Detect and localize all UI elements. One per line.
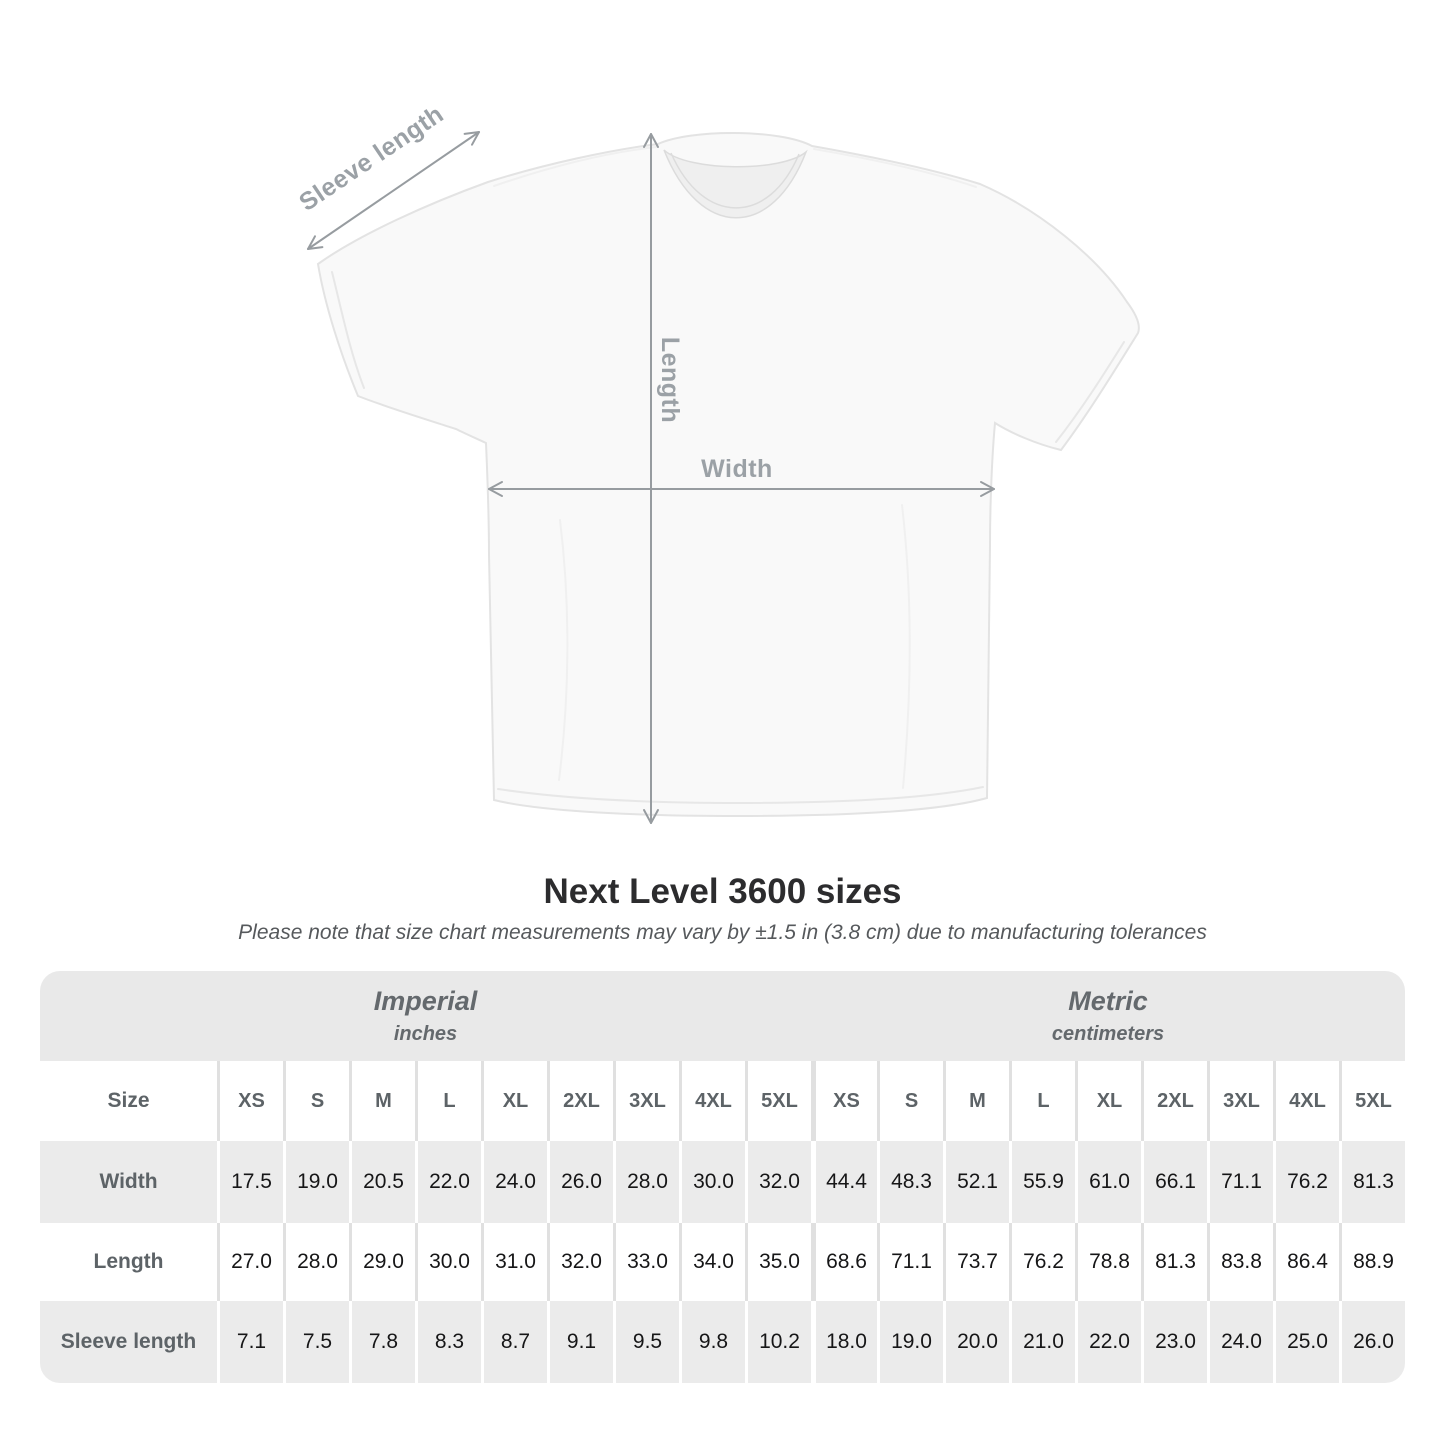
page-title: Next Level 3600 sizes <box>543 872 902 911</box>
length-value-cell: 71.1 <box>877 1223 943 1301</box>
length-value-cell: 68.6 <box>811 1223 877 1301</box>
size-cell: M <box>349 1061 415 1141</box>
size-cell: XL <box>1075 1061 1141 1141</box>
width-value-cell: 26.0 <box>547 1141 613 1223</box>
sleeve-value-cell: 22.0 <box>1075 1301 1141 1383</box>
unit-section-row <box>40 971 1405 1061</box>
size-cell: XS <box>811 1061 877 1141</box>
width-value-cell: 61.0 <box>1075 1141 1141 1223</box>
length-value-cell: 73.7 <box>943 1223 1009 1301</box>
length-value-cell: 76.2 <box>1009 1223 1075 1301</box>
width-value-cell: 22.0 <box>415 1141 481 1223</box>
width-value-cell: 20.5 <box>349 1141 415 1223</box>
length-value-cell: 28.0 <box>283 1223 349 1301</box>
length-value-cell: 27.0 <box>217 1223 283 1301</box>
size-cell: 4XL <box>679 1061 745 1141</box>
length-value-cell: 78.8 <box>1075 1223 1141 1301</box>
width-value-cell: 71.1 <box>1207 1141 1273 1223</box>
metric-section-header <box>811 971 1405 1061</box>
sleeve-value-cell: 7.1 <box>217 1301 283 1383</box>
size-cell: S <box>283 1061 349 1141</box>
width-value-cell: 17.5 <box>217 1141 283 1223</box>
width-value-cell: 48.3 <box>877 1141 943 1223</box>
width-value-cell: 55.9 <box>1009 1141 1075 1223</box>
width-value-cell: 28.0 <box>613 1141 679 1223</box>
length-label: Length <box>656 336 684 424</box>
size-table <box>40 971 1405 1383</box>
width-value-cell: 66.1 <box>1141 1141 1207 1223</box>
length-value-cell: 83.8 <box>1207 1223 1273 1301</box>
size-table-container <box>40 971 1405 1383</box>
length-value-cell: 88.9 <box>1339 1223 1405 1301</box>
sleeve-value-cell: 9.5 <box>613 1301 679 1383</box>
length-value-cell: 35.0 <box>745 1223 811 1301</box>
sleeve-value-cell: 9.8 <box>679 1301 745 1383</box>
sleeve-value-cell: 8.7 <box>481 1301 547 1383</box>
length-value-cell: 81.3 <box>1141 1223 1207 1301</box>
size-cell: L <box>1009 1061 1075 1141</box>
sleeve-value-cell: 8.3 <box>415 1301 481 1383</box>
sleeve-value-cell: 24.0 <box>1207 1301 1273 1383</box>
metric-title: Metric <box>1068 985 1148 1016</box>
length-value-cell: 86.4 <box>1273 1223 1339 1301</box>
length-value-cell: 33.0 <box>613 1223 679 1301</box>
size-column-header: Size <box>40 1061 217 1141</box>
sleeve-value-cell: 7.5 <box>283 1301 349 1383</box>
width-value-cell: 81.3 <box>1339 1141 1405 1223</box>
length-value-cell: 31.0 <box>481 1223 547 1301</box>
size-cell: 3XL <box>1207 1061 1273 1141</box>
width-row <box>40 1141 1405 1223</box>
row-label-width: Width <box>40 1141 217 1223</box>
width-label: Width <box>701 455 773 483</box>
row-label-length: Length <box>40 1223 217 1301</box>
sleeve-value-cell: 9.1 <box>547 1301 613 1383</box>
size-cell: 5XL <box>745 1061 811 1141</box>
sleeve-value-cell: 21.0 <box>1009 1301 1075 1383</box>
width-value-cell: 30.0 <box>679 1141 745 1223</box>
imperial-unit: inches <box>393 1023 458 1046</box>
width-value-cell: 19.0 <box>283 1141 349 1223</box>
imperial-section-header <box>40 971 811 1061</box>
sleeve-value-cell: 10.2 <box>745 1301 811 1383</box>
size-cell: S <box>877 1061 943 1141</box>
width-value-cell: 32.0 <box>745 1141 811 1223</box>
size-cell: L <box>415 1061 481 1141</box>
sleeve-value-cell: 20.0 <box>943 1301 1009 1383</box>
length-value-cell: 30.0 <box>415 1223 481 1301</box>
length-value-cell: 34.0 <box>679 1223 745 1301</box>
sleeve-value-cell: 18.0 <box>811 1301 877 1383</box>
sleeve-value-cell: 25.0 <box>1273 1301 1339 1383</box>
size-cell: 5XL <box>1339 1061 1405 1141</box>
metric-unit: centimeters <box>1051 1023 1165 1046</box>
width-value-cell: 52.1 <box>943 1141 1009 1223</box>
sleeve-value-cell: 23.0 <box>1141 1301 1207 1383</box>
size-cell: 3XL <box>613 1061 679 1141</box>
sleeve-length-label: Sleeve length <box>294 99 449 217</box>
tolerance-note: Please note that size chart measurements may vary by ±1.5 in (3.8 cm) due to manufacturing tolerances <box>238 921 1207 944</box>
width-value-cell: 24.0 <box>481 1141 547 1223</box>
row-label-sleeve-length: Sleeve length <box>40 1301 217 1383</box>
width-value-cell: 44.4 <box>811 1141 877 1223</box>
size-cell: 4XL <box>1273 1061 1339 1141</box>
size-cell: XL <box>481 1061 547 1141</box>
size-cell: 2XL <box>1141 1061 1207 1141</box>
sleeve-value-cell: 7.8 <box>349 1301 415 1383</box>
size-cell: 2XL <box>547 1061 613 1141</box>
width-value-cell: 76.2 <box>1273 1141 1339 1223</box>
size-cell: XS <box>217 1061 283 1141</box>
sleeve-length-row <box>40 1301 1405 1383</box>
length-row <box>40 1223 1405 1301</box>
sleeve-value-cell: 19.0 <box>877 1301 943 1383</box>
size-cell: M <box>943 1061 1009 1141</box>
sleeve-value-cell: 26.0 <box>1339 1301 1405 1383</box>
length-value-cell: 32.0 <box>547 1223 613 1301</box>
size-header-row <box>40 1061 1405 1141</box>
length-value-cell: 29.0 <box>349 1223 415 1301</box>
imperial-title: Imperial <box>373 985 478 1016</box>
